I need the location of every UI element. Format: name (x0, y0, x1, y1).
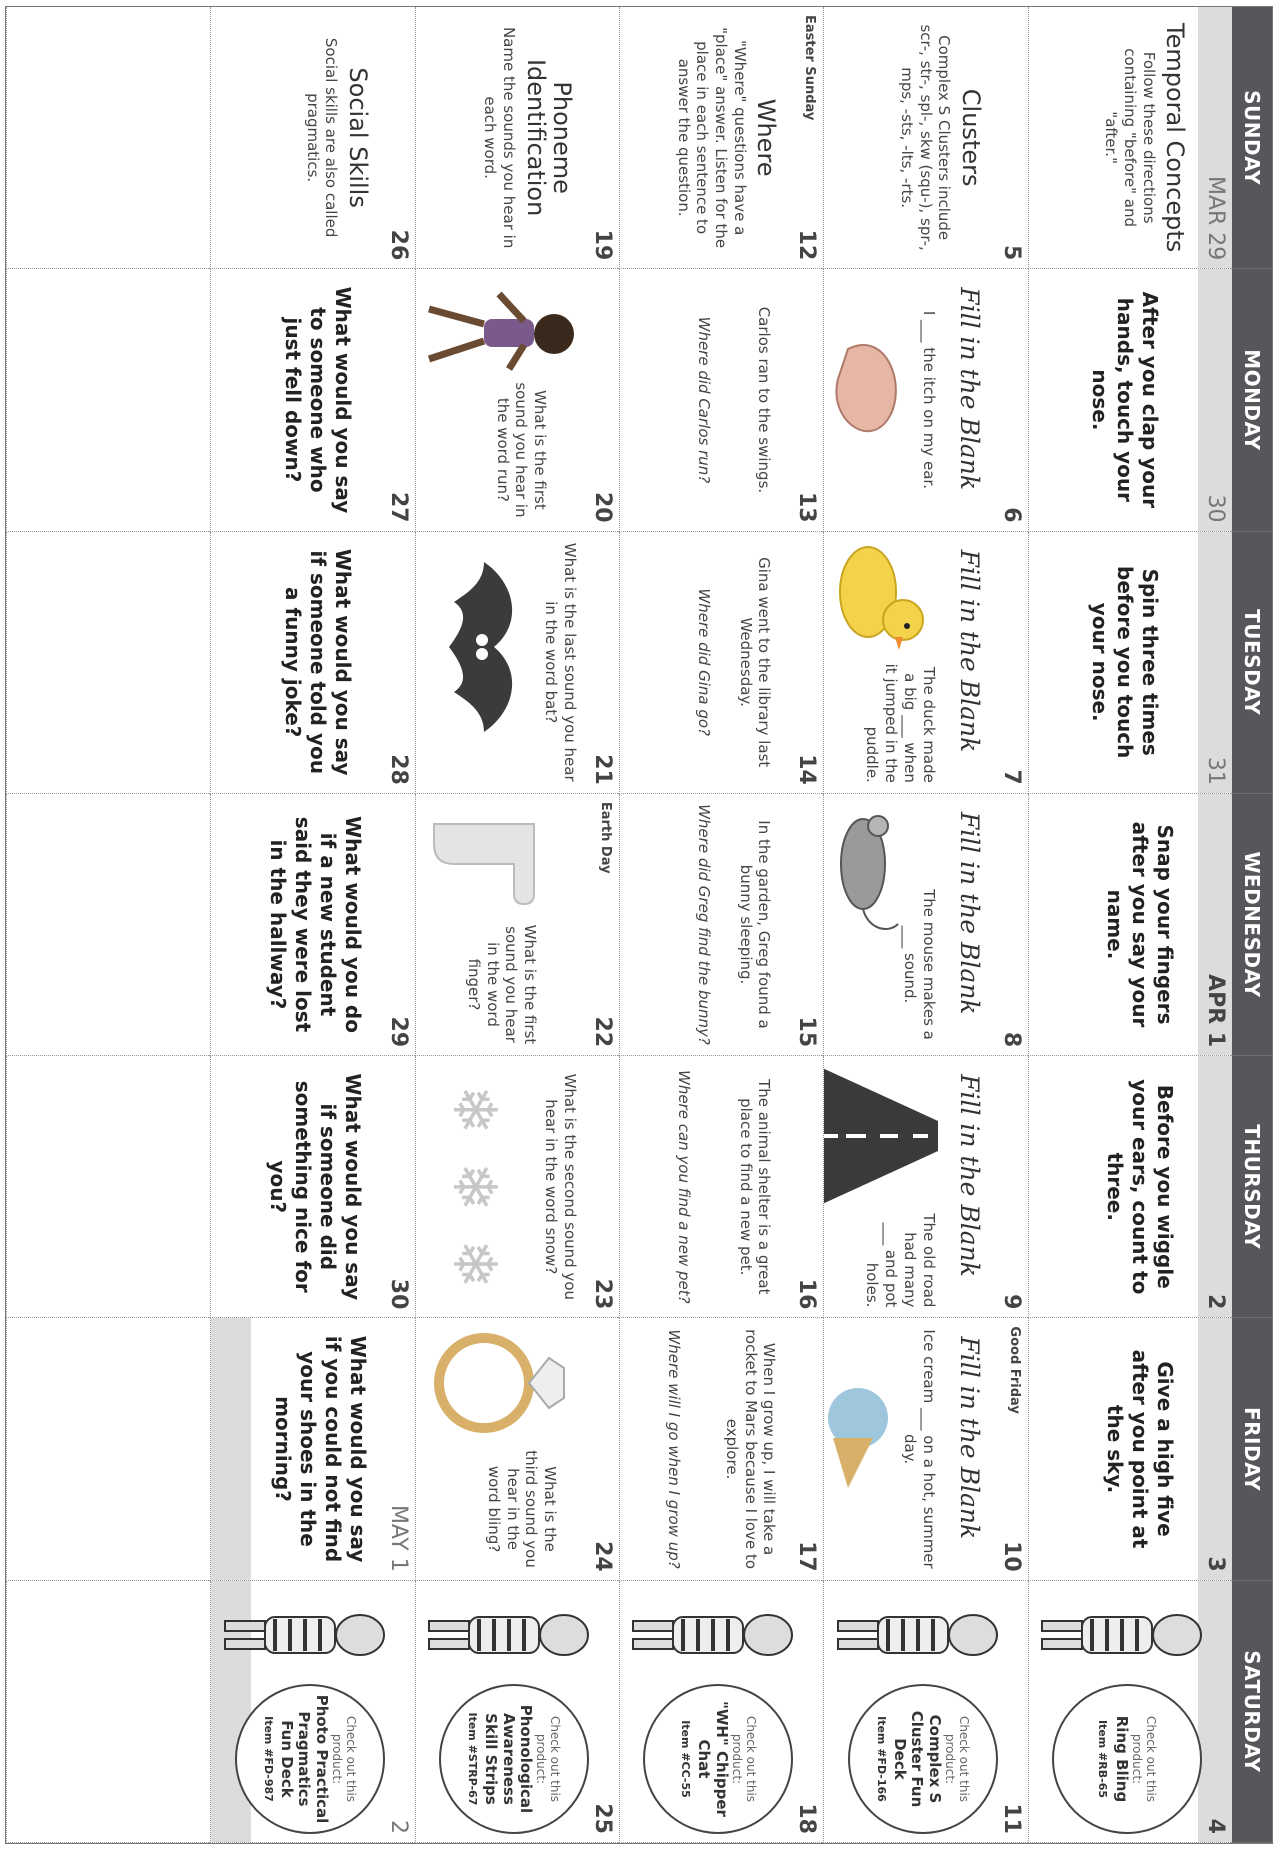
day-number: 16 (794, 1278, 820, 1310)
topic-description: Social skills are also called pragmatics. (303, 37, 341, 238)
product-item-number: Item #RB-65 (1096, 1719, 1110, 1799)
day-number: 8 (998, 1031, 1024, 1048)
activity-text: The animal shelter is a great place to find a new pet. (736, 1079, 774, 1295)
activity-question: Where did Carlos run? (695, 316, 714, 484)
header-friday: FRIDAY (1232, 1318, 1272, 1580)
date-bar (1198, 1318, 1232, 1579)
day-number: 26 (385, 229, 411, 261)
activity-text: Spin three times before you touch your nose. (1088, 566, 1162, 759)
day-number: 19 (590, 229, 616, 261)
cell-empty (6, 269, 210, 531)
cell-apr-8 (823, 794, 1027, 1056)
day-number: 14 (794, 754, 820, 785)
date-bar (211, 1318, 251, 1579)
activity-text: The duck made a big ___ when it jumped in the puddle. (863, 663, 938, 783)
day-number: MAR 29 (1203, 175, 1228, 261)
topic-title: Temporal Concepts (1161, 23, 1189, 253)
cell-may-2 (210, 1581, 414, 1843)
day-number: 24 (590, 1541, 616, 1572)
event-label: Easter Sunday (802, 15, 818, 121)
cell-empty (6, 7, 210, 269)
header-wednesday: WEDNESDAY (1232, 794, 1272, 1056)
day-number: 9 (998, 1294, 1024, 1310)
cell-apr-14 (619, 532, 823, 794)
activity-text: In the garden, Greg found a bunny sleeping. (736, 820, 774, 1029)
fill-in-blank-title: Fill in the Blank (954, 287, 984, 491)
activity-text: What is the first sound you hear in the word finger? (464, 924, 540, 1045)
activity-text: The old road had many ___ and pot holes. (863, 1213, 938, 1308)
date-bar (1198, 1056, 1232, 1317)
fill-in-blank-title: Fill in the Blank (954, 1074, 984, 1277)
cell-apr-18 (619, 1581, 823, 1843)
day-number: 21 (590, 754, 616, 785)
activity-text: The mouse makes a ___ sound. (900, 889, 938, 1040)
day-number: 29 (385, 1016, 411, 1048)
snowflake-icon: ❄ (439, 1161, 510, 1212)
activity-text: What would you say to someone who just fell down? (280, 286, 355, 514)
day-number: 17 (794, 1541, 820, 1572)
fill-in-blank-title: Fill in the Blank (954, 549, 984, 753)
day-number: 25 (590, 1803, 616, 1834)
day-number: 4 (1203, 1818, 1228, 1834)
cell-apr-7 (823, 532, 1027, 794)
activity-text: What would you say if someone did something nice for you? (265, 1073, 365, 1301)
calendar (5, 6, 1273, 1844)
cell-apr-23 (415, 1056, 619, 1318)
day-number: 28 (385, 754, 411, 785)
topic-description: "Where" questions have a "place" answer. Listen for the place in each sentence to answer the question. (674, 27, 749, 249)
fill-in-blank-title: Fill in the Blank (954, 1336, 984, 1540)
product-item-number: Item #CC-55 (679, 1720, 693, 1798)
cell-apr-21 (415, 532, 619, 794)
cell-empty (6, 794, 210, 1056)
topic-title: Where (752, 98, 781, 177)
product-name: Photo Practical Pragmatics Fun Deck (278, 1694, 331, 1824)
day-number: 20 (590, 491, 616, 523)
topic-description: Complex S Clusters include scr-, str-, spl-, skw (squ-), spr-, mps, -sts, -lts, -rts. (897, 24, 954, 251)
weekday-header (1232, 7, 1272, 1843)
cell-apr-24 (415, 1318, 619, 1580)
product-callout (235, 1684, 385, 1834)
topic-title: Clusters (956, 88, 985, 187)
header-sunday: SUNDAY (1232, 7, 1272, 269)
event-label: Earth Day (598, 801, 614, 874)
ring-icon (424, 1328, 574, 1448)
day-number: 27 (385, 491, 411, 523)
zebra-mascot-icon (828, 1585, 1008, 1685)
product-item-number: Item #STRP-67 (466, 1712, 480, 1806)
cell-empty (6, 1318, 210, 1580)
day-number: 12 (794, 229, 820, 261)
day-number: 7 (998, 769, 1024, 785)
day-number: 10 (998, 1541, 1024, 1572)
cell-apr-15 (619, 794, 823, 1056)
cell-may-1 (210, 1318, 414, 1580)
callout-label: Check out this product: (533, 1715, 562, 1803)
cell-empty (6, 532, 210, 794)
day-number: MAY 1 (385, 1504, 411, 1572)
cell-apr-27 (210, 269, 414, 531)
cell-apr-22 (415, 794, 619, 1056)
activity-text: What would you say if someone told you a funny joke? (280, 548, 355, 776)
day-number: 11 (998, 1803, 1024, 1834)
ear-icon (828, 329, 908, 449)
date-bar (1198, 269, 1232, 530)
duck-icon (833, 542, 933, 652)
cell-apr-20 (415, 269, 619, 531)
topic-description: Name the sounds you hear in each word. (481, 26, 519, 249)
fill-in-blank-title: Fill in the Blank (954, 811, 984, 1015)
cell-apr-25 (415, 1581, 619, 1843)
cell-apr-4 (1028, 1581, 1232, 1843)
day-number: 31 (1203, 756, 1228, 785)
product-item-number: Item #FD-987 (261, 1716, 275, 1802)
header-tuesday: TUESDAY (1232, 532, 1272, 794)
cell-apr-12 (619, 7, 823, 269)
activity-text: What is the last sound you hear in the word bat? (542, 542, 580, 782)
date-bar (1198, 532, 1232, 793)
activity-text: What is the third sound you hear in the word bling? (484, 1450, 560, 1568)
day-number: 6 (998, 507, 1024, 523)
header-saturday: SATURDAY (1232, 1581, 1272, 1843)
activity-text: What would you say if you could not find your shoes in the morning? (270, 1335, 370, 1563)
activity-text: After you clap your hands, touch your nose. (1088, 291, 1162, 509)
activity-text: Gina went to the library last Wednesday. (736, 557, 774, 768)
product-callout (643, 1684, 793, 1834)
activity-text: I ___ the itch on my ear. (919, 310, 938, 489)
product-callout (848, 1684, 998, 1834)
topic-title: Social Skills (343, 67, 372, 208)
activity-text: What is the first sound you hear in the word run? (493, 382, 550, 518)
activity-text: Snap your fingers after you say your name. (1103, 821, 1177, 1028)
snowflake-icon: ❄ (439, 1238, 510, 1290)
activity-question: Where will I go when I grow up? (665, 1329, 684, 1569)
product-name: Complex S Cluster Fun Deck (891, 1710, 944, 1808)
cell-apr-10 (823, 1318, 1027, 1580)
product-name: "WH" Chipper Chat (695, 1701, 731, 1817)
cell-apr-30 (210, 1056, 414, 1318)
callout-label: Check out this product: (729, 1715, 758, 1803)
activity-question: Where did Gina go? (695, 588, 714, 737)
activity-question: Where can you find a new pet? (675, 1069, 694, 1304)
cell-apr-3 (1028, 1318, 1232, 1580)
cell-apr-6 (823, 269, 1027, 531)
day-number: 5 (998, 244, 1024, 261)
callout-label: Check out this product: (942, 1715, 971, 1803)
road-icon (823, 1066, 937, 1206)
activity-question: Where did Greg find the bunny? (695, 804, 714, 1045)
topic-description: Follow these directions containing "before" and "after." (1102, 48, 1158, 227)
mouse-icon (828, 804, 908, 944)
day-number: 15 (794, 1016, 820, 1048)
cell-mar-29 (1028, 7, 1232, 269)
pointing-finger-icon (424, 804, 574, 924)
cell-empty (6, 1581, 210, 1843)
cell-empty (6, 1056, 210, 1318)
cell-apr-11 (823, 1581, 1027, 1843)
activity-text: Carlos ran to the swings. (755, 306, 774, 494)
topic-title: Phoneme Identification (521, 58, 577, 217)
zebra-mascot-icon (1032, 1585, 1212, 1685)
cell-apr-16 (619, 1056, 823, 1318)
day-number: 2 (1203, 1294, 1228, 1310)
cell-apr-17 (619, 1318, 823, 1580)
cell-apr-9 (823, 1056, 1027, 1318)
cell-apr-1 (1028, 794, 1232, 1056)
activity-text: Before you wiggle your ears, count to three. (1103, 1079, 1177, 1295)
activity-text: Give a high five after you point at the sky. (1103, 1349, 1177, 1549)
cell-apr-28 (210, 532, 414, 794)
snowflake-icon: ❄ (439, 1084, 510, 1135)
bat-icon (424, 562, 524, 732)
day-number: 30 (385, 1278, 411, 1310)
running-child-icon (419, 279, 579, 379)
cell-apr-29 (210, 794, 414, 1056)
snowflakes (439, 1071, 509, 1302)
zebra-mascot-icon (215, 1585, 395, 1685)
product-item-number: Item #FD-166 (874, 1716, 888, 1802)
day-number: 30 (1203, 494, 1228, 523)
day-number: 2 (385, 1819, 411, 1834)
cell-apr-2 (1028, 1056, 1232, 1318)
cell-apr-26 (210, 7, 414, 269)
cell-apr-5 (823, 7, 1027, 269)
day-number: 13 (794, 491, 820, 523)
callout-label: Check out this product: (329, 1715, 358, 1803)
activity-text: What is the second sound you hear in the word snow? (542, 1073, 580, 1300)
ice-cream-icon (823, 1378, 897, 1488)
product-callout (1052, 1684, 1202, 1834)
cell-apr-19 (415, 7, 619, 269)
cell-mar-31 (1028, 532, 1232, 794)
day-number: APR 1 (1203, 974, 1228, 1048)
day-number: 18 (794, 1803, 820, 1834)
product-name: Ring Bling (1112, 1715, 1131, 1803)
activity-text: What would you do if a new student said they were lost in the hallway? (265, 816, 365, 1033)
cell-apr-13 (619, 269, 823, 531)
calendar-grid (6, 7, 1232, 1843)
day-number: 23 (590, 1278, 616, 1310)
product-callout (439, 1684, 589, 1834)
zebra-mascot-icon (419, 1585, 599, 1685)
callout-label: Check out this product: (1129, 1715, 1158, 1803)
event-label: Good Friday (1006, 1326, 1022, 1414)
product-name: Phonological Awareness Skill Strips (482, 1704, 535, 1814)
zebra-mascot-icon (623, 1585, 803, 1685)
header-monday: MONDAY (1232, 269, 1272, 531)
day-number: 22 (590, 1016, 616, 1048)
activity-text: When I grow up, I will take a rocket to Mars because I love to explore. (722, 1329, 779, 1570)
activity-text: Ice cream ___ on a hot, summer day. (900, 1329, 938, 1569)
header-thursday: THURSDAY (1232, 1056, 1272, 1318)
day-number: 3 (1203, 1556, 1228, 1572)
cell-mar-30 (1028, 269, 1232, 531)
